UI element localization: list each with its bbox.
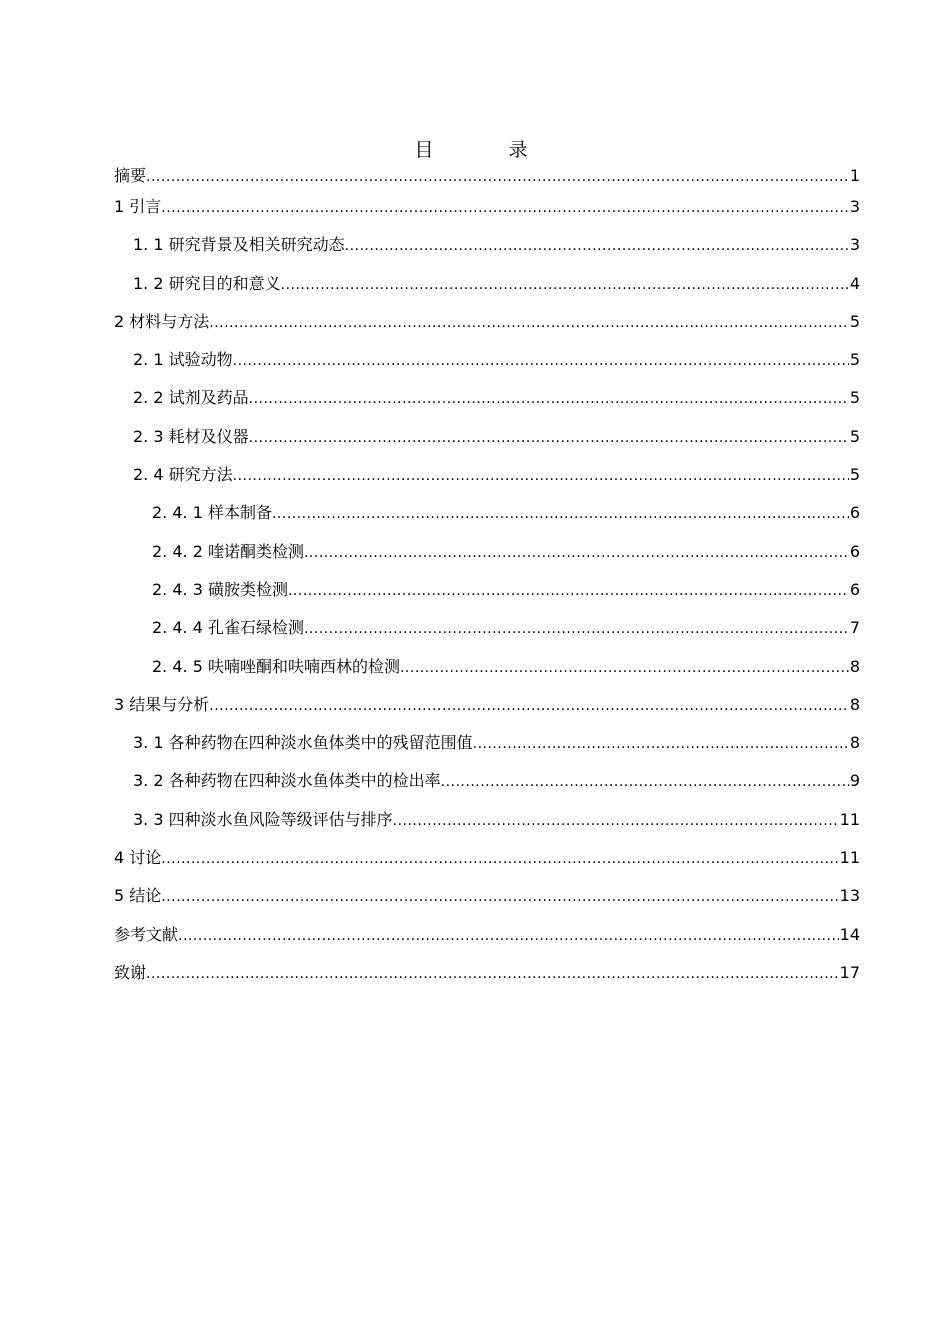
toc-entry-page-number[interactable]: 1 [849,166,860,185]
toc-entry[interactable] [114,538,860,576]
toc-entry[interactable] [114,576,860,614]
dot-leader [304,539,849,567]
toc-entry-label[interactable]: 2. 3 耗材及仪器 [133,426,249,446]
toc-entry-page-number[interactable]: 3 [849,197,860,216]
toc-entry-page-number[interactable]: 3 [849,235,860,255]
dot-leader [209,692,849,720]
toc-entry-label[interactable]: 3. 1 各种药物在四种淡水鱼体类中的残留范围值 [133,733,473,753]
toc-entry-page-number[interactable]: 8 [849,694,860,714]
toc-entry[interactable] [114,921,860,959]
dot-leader [288,577,849,605]
dot-leader [304,615,849,643]
toc-entry-label[interactable]: 2. 4 研究方法 [133,465,233,485]
toc-entry-label[interactable]: 参考文献 [114,924,179,944]
toc-entry-page-number[interactable]: 4 [849,273,860,293]
toc-entry-page-number[interactable]: 9 [849,771,860,791]
toc-entry-label[interactable]: 2. 2 试剂及药品 [133,388,249,408]
dot-leader [146,960,839,988]
toc-entry-label[interactable]: 2. 4. 1 样本制备 [152,503,272,523]
toc-entry-label[interactable]: 5 结论 [114,886,162,906]
dot-leader [233,462,849,490]
dot-leader [281,271,849,299]
toc-entry[interactable] [114,346,860,384]
toc-entry-page-number[interactable]: 11 [839,848,860,868]
toc-entry-label[interactable]: 3. 3 四种淡水鱼风险等级评估与排序 [133,809,393,829]
toc-entry[interactable] [114,729,860,767]
toc-entry-label[interactable]: 2. 4. 5 呋喃唑酮和呋喃西林的检测 [152,656,400,676]
toc-entry-page-number[interactable]: 6 [849,503,860,523]
dot-leader [161,194,849,222]
toc-entry-label[interactable]: 摘要 [114,166,147,185]
dot-leader [209,309,849,337]
dot-leader [178,922,839,950]
toc-entry-page-number[interactable]: 8 [849,656,860,676]
toc-title: 目 录 [414,139,556,161]
dot-leader [473,730,849,758]
toc-entry-page-number[interactable]: 7 [849,618,860,638]
dot-leader [441,768,849,796]
toc-entry-page-number[interactable]: 17 [839,962,860,982]
toc-entry[interactable] [114,499,860,537]
toc-entry-page-number[interactable]: 5 [849,388,860,408]
toc-entry-label[interactable]: 4 讨论 [114,848,162,868]
toc-entry-page-number[interactable]: 8 [849,733,860,753]
dot-leader [146,163,849,191]
toc-entry[interactable] [114,461,860,499]
toc-entry[interactable] [114,384,860,422]
dot-leader [161,845,838,873]
toc-entry-label[interactable]: 致谢 [114,962,147,982]
toc-entry-label[interactable]: 2. 4. 3 磺胺类检测 [152,579,288,599]
toc-entry-page-number[interactable]: 6 [849,579,860,599]
toc-entry-label[interactable]: 2. 4. 4 孔雀石绿检测 [152,618,304,638]
toc-entry-page-number[interactable]: 14 [839,924,860,944]
toc-entry[interactable] [114,959,860,997]
toc-entry[interactable] [114,614,860,652]
dot-leader [161,883,838,911]
toc-entry[interactable] [114,270,860,308]
toc-entry[interactable] [114,691,860,729]
toc-entry[interactable] [114,193,860,231]
dot-leader [249,424,849,452]
toc-entry[interactable] [114,423,860,461]
toc-entry[interactable] [114,308,860,346]
dot-leader [233,347,849,375]
toc-entry-page-number[interactable]: 6 [849,541,860,561]
toc-entry-label[interactable]: 3. 2 各种药物在四种淡水鱼体类中的检出率 [133,771,441,791]
dot-leader [345,232,849,260]
toc-entry-page-number[interactable]: 5 [849,350,860,370]
dot-leader [400,654,849,682]
toc-entry-label[interactable]: 3 结果与分析 [114,694,210,714]
toc-entry-label[interactable]: 1 引言 [114,197,162,216]
toc-entry[interactable] [114,653,860,691]
toc-entry-page-number[interactable]: 13 [839,886,860,906]
dot-leader [249,385,849,413]
toc-entry[interactable] [114,231,860,269]
toc-entry[interactable] [114,806,860,844]
toc-entry-label[interactable]: 1. 1 研究背景及相关研究动态 [133,235,345,255]
toc-entry-label[interactable]: 2. 4. 2 喹诺酮类检测 [152,541,304,561]
toc-entry-label[interactable]: 1. 2 研究目的和意义 [133,273,281,293]
toc-entry[interactable] [114,844,860,882]
toc-entry[interactable] [114,767,860,805]
dot-leader [393,807,839,835]
toc-entry-label[interactable]: 2 材料与方法 [114,311,210,331]
toc-entry-page-number[interactable]: 11 [839,809,860,829]
dot-leader [272,500,849,528]
toc-entry-page-number[interactable]: 5 [849,311,860,331]
toc-entry-label[interactable]: 2. 1 试验动物 [133,350,233,370]
table-of-contents [114,162,860,997]
toc-entry-page-number[interactable]: 5 [849,465,860,485]
toc-entry-page-number[interactable]: 5 [849,426,860,446]
toc-entry[interactable] [114,162,860,193]
toc-entry[interactable] [114,882,860,920]
